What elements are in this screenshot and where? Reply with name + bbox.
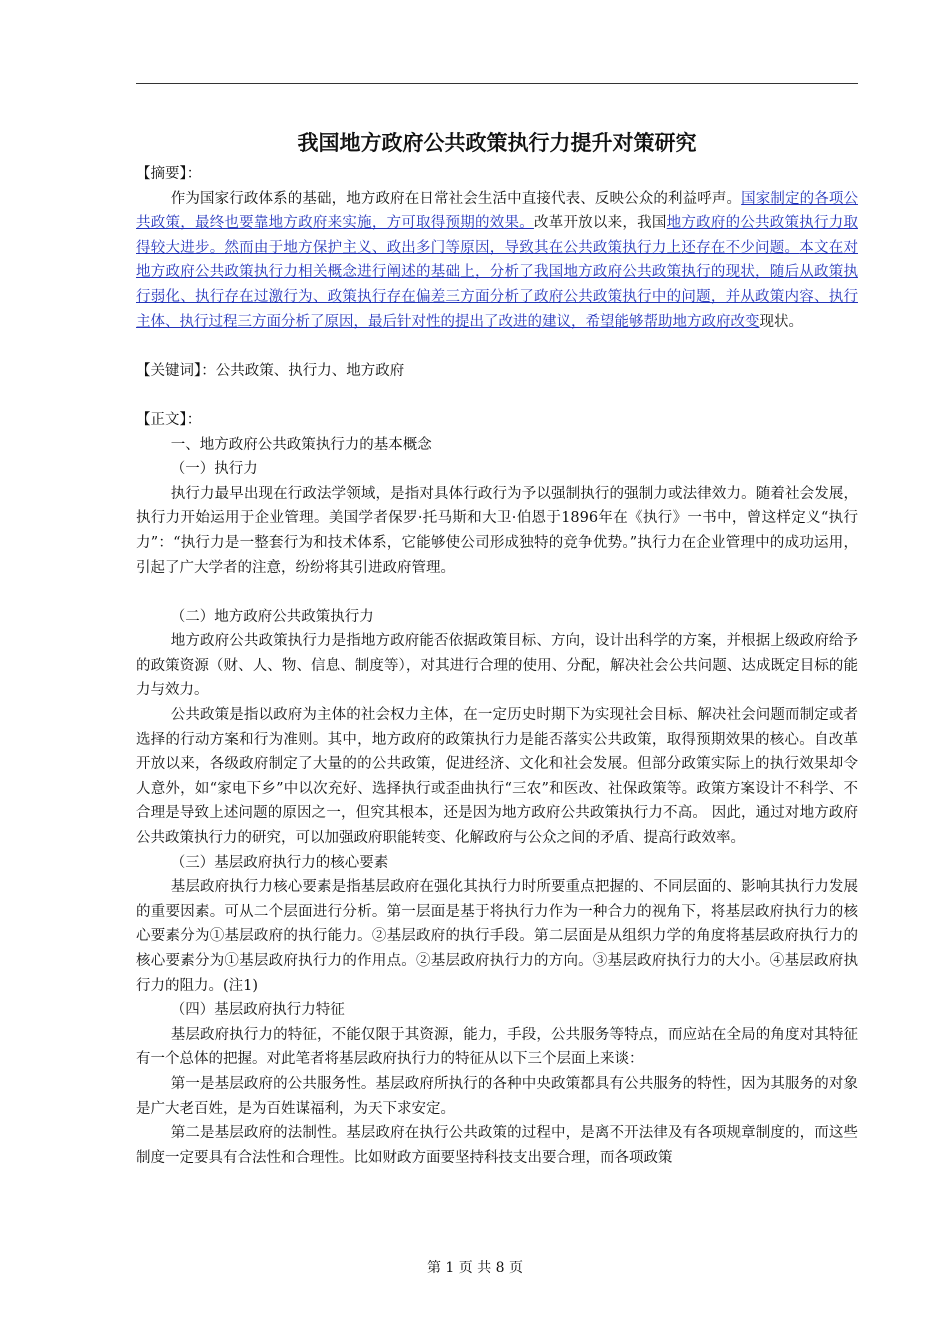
paragraph-1: 执行力最早出现在行政法学领域，是指对具体行政行为予以强制执行的强制力或法律效力。随着社会发展，执行力开始运用于企业管理。美国学者保罗·托马斯和大卫·伯恩于1896年在《执行》一书中，曾这样定义“执行力”：“执行力是一整套行为和技术体系，它能够使公司形成独特的竞争优势。”执行力在企业管理中的成功运用，引起了广大学者的注意，纷纷将其引进政府管理。 (136, 485, 858, 576)
abstract-text-2: 改革开放以来，我国 (533, 215, 667, 232)
spacer (136, 334, 858, 359)
paragraph-5: 基层政府执行力的特征，不能仅限于其资源，能力，手段，公共服务等特点，而应站在全局的角度对其特征有一个总体的把握。对此笔者将基层政府执行力的特征从以下三个层面上来谈： (136, 1026, 858, 1068)
spacer (136, 383, 858, 408)
abstract-text-3: 现状。 (759, 313, 803, 330)
page-footer: 第 1 页 共 8 页 (426, 1260, 524, 1276)
keywords-label: 【关键词】： (136, 362, 216, 379)
abstract-link-1[interactable]: 国家制定的各项公共政策，最终也要靠地方政府来实施，方可取得预期的效果。 (136, 190, 859, 232)
abstract-paragraph (136, 187, 858, 335)
abstract-link-3[interactable]: 本文在对地方政府公共政策执行力相关概念进行阐述的基础上，分析了我国地方政府公共政策执行的现状，随后从政策执行弱化、执行存在过激行为、政策执行存在偏差三方面分析了政府公共政策执行中的问题，并从政策内容、执行主体、执行过程三方面分析了原因，最后针对性的提出了改进的建议，希望能够帮助地方政府改变 (136, 239, 858, 330)
heading-core-elements: （三）基层政府执行力的核心要素 (170, 854, 389, 871)
paragraph-2: 地方政府公共政策执行力是指地方政府能否依据政策目标、方向，设计出科学的方案，并根据上级政府给予的政策资源（财、人、物、信息、制度等），对其进行合理的使用、分配，解决社会公共问题、达成既定目标的能力与效力。 (136, 633, 858, 699)
abstract-label: 【摘要】： (136, 166, 202, 182)
paragraph-7: 第二是基层政府的法制性。基层政府在执行公共政策的过程中，是离不开法律及有各项规章制度的，而这些制度一定要具有合法性和合理性。比如财政方面要坚持科技支出要合理，而各项政策 (136, 1125, 858, 1166)
header-rule (136, 83, 858, 84)
document-page (136, 128, 858, 1170)
keywords-line (136, 359, 858, 384)
abstract-text-1: 作为国家行政体系的基础，地方政府在日常社会生活中直接代表、反映公众的利益呼声。 (170, 190, 742, 207)
paragraph-3: 公共政策是指以政府为主体的社会权力主体，在一定历史时期下为实现社会目标、解决社会问题而制定或者选择的行动方案和行为准则。其中，地方政府的政策执行力是能否落实公共政策，取得预期效果的核心。自改革开放以来，各级政府制定了大量的的公共政策，促进经济、文化和社会发展。但部分政策实际上的执行效果却令人意外，如“家电下乡”中以次充好、选择执行或歪曲执行“三农”和医改、社保政策等。政策方案设计不科学、不合理是导致上述问题的原因之一，但究其根本，还是因为地方政府公共政策执行力不高。 因此，通过对地方政府公共政策执行力的研究，可以加强政府职能转变、化解政府与公众之间的矛盾、提高行政效率。 (136, 707, 858, 847)
heading-execution-power: （一）执行力 (170, 461, 258, 478)
heading-local-gov-execution: （二）地方政府公共政策执行力 (170, 608, 374, 625)
document-title: 我国地方政府公共政策执行力提升对策研究 (297, 131, 697, 155)
keywords-text: 公共政策、执行力、地方政府 (215, 362, 405, 379)
body-label: 【正文】： (136, 411, 202, 428)
heading-level-1: 一、地方政府公共政策执行力的基本概念 (170, 436, 432, 453)
paragraph-4: 基层政府执行力核心要素是指基层政府在强化其执行力时所要重点把握的、不同层面的、影响其执行力发展的重要因素。可从二个层面进行分析。第一层面是基于将执行力作为一种合力的视角下，将基层政府执行力的核心要素分为①基层政府的执行能力。②基层政府的执行手段。第二层面是从组织力学的角度将基层政府执行力的核心要素分为①基层政府执行力的作用点。②基层政府执行力的方向。③基层政府执行力的大小。④基层政府执行力的阻力。(注1) (136, 879, 858, 994)
paragraph-6: 第一是基层政府的公共服务性。基层政府所执行的各种中央政策都具有公共服务的特性，因为其服务的对象是广大老百姓，是为百姓谋福利，为天下求安定。 (136, 1075, 858, 1117)
spacer (136, 580, 858, 605)
heading-features: （四）基层政府执行力特征 (170, 1002, 345, 1019)
abstract-link-2[interactable]: 地方政府的公共政策执行力取得较大进步。然而由于地方保护主义、政出多门等原因，导致其在公共政策执行力上还存在不少问题。 (136, 215, 858, 256)
